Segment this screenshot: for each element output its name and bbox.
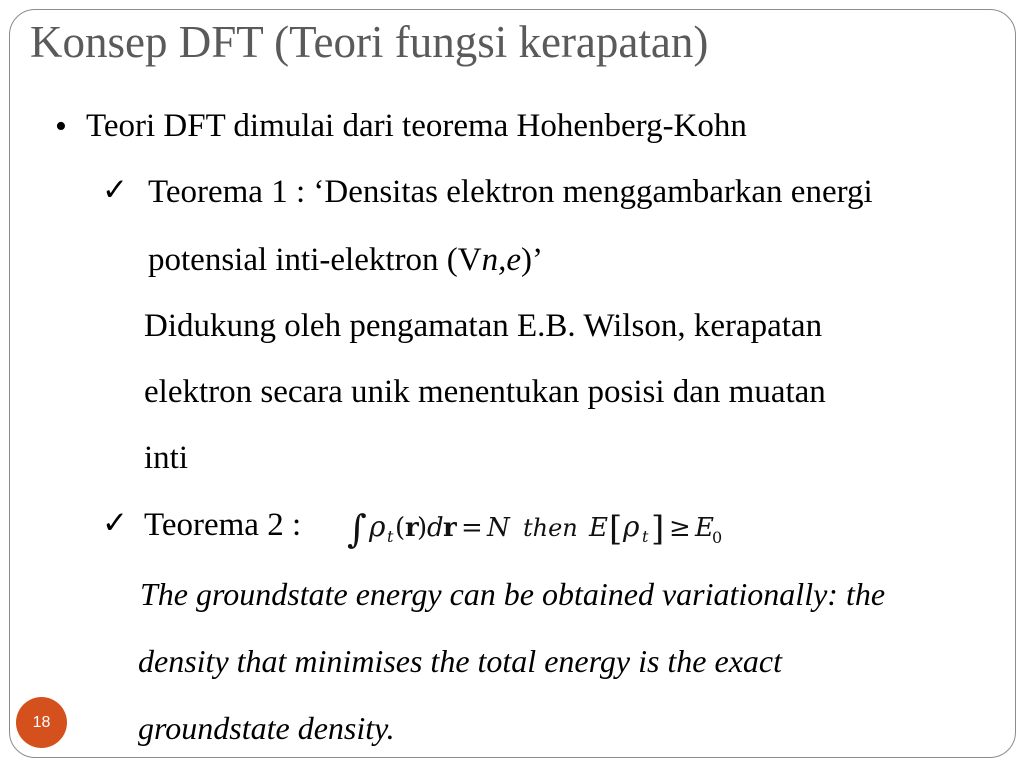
theorem1-support-line: inti bbox=[144, 440, 189, 476]
svg-text:ρ: ρ bbox=[623, 510, 640, 543]
slide-title: Konsep DFT (Teori fungsi kerapatan) bbox=[30, 17, 709, 67]
svg-text:r: r bbox=[443, 513, 457, 543]
svg-text:0: 0 bbox=[712, 528, 723, 547]
svg-text:≥: ≥ bbox=[669, 513, 691, 543]
theorem2-label: Teorema 2 : bbox=[144, 507, 302, 543]
svg-text:[: [ bbox=[609, 509, 623, 549]
svg-text:t: t bbox=[387, 527, 394, 546]
theorem1-support-line: elektron secara unik menentukan posisi dan muatan bbox=[144, 374, 826, 410]
svg-text:): ) bbox=[417, 513, 428, 543]
theorem2-explanation-line: density that minimises the total energy is the exact bbox=[138, 643, 782, 679]
theorem1-line2 bbox=[148, 242, 543, 278]
svg-text:E: E bbox=[589, 513, 608, 543]
theorem2-explanation-line: groundstate density. bbox=[138, 710, 395, 746]
theorem2-explanation-line: The groundstate energy can be obtained variationally: the bbox=[140, 576, 886, 612]
svg-text:t: t bbox=[642, 527, 649, 546]
bullet-text: Teori DFT dimulai dari teorema Hohenberg-Kohn bbox=[86, 108, 747, 144]
theorem1-line2-suffix: )’ bbox=[520, 242, 543, 278]
theorem1-line2-subscript: n,e bbox=[481, 242, 521, 278]
svg-text:then: then bbox=[523, 514, 578, 542]
svg-text:]: ] bbox=[651, 509, 665, 549]
bullet-dot: • bbox=[55, 108, 67, 145]
theorem1-line1: Teorema 1 : ‘Densitas elektron menggambarkan energi bbox=[148, 174, 873, 210]
page-number-badge: 18 bbox=[16, 697, 67, 748]
theorem1-support-line: Didukung oleh pengamatan E.B. Wilson, kerapatan bbox=[144, 308, 823, 344]
svg-text:E: E bbox=[695, 513, 714, 543]
svg-text:∫: ∫ bbox=[347, 507, 367, 551]
theorem2-formula bbox=[345, 498, 775, 558]
checkmark-icon: ✓ bbox=[102, 172, 128, 207]
theorem1-line2-prefix: potensial inti-elektron (V bbox=[148, 242, 482, 278]
svg-text:r: r bbox=[405, 513, 419, 543]
svg-text:=: = bbox=[461, 513, 483, 543]
svg-text:(: ( bbox=[395, 513, 406, 543]
checkmark-icon: ✓ bbox=[102, 505, 128, 540]
svg-text:ρ: ρ bbox=[369, 510, 386, 543]
svg-text:N: N bbox=[487, 513, 510, 543]
svg-text:d: d bbox=[427, 513, 444, 543]
